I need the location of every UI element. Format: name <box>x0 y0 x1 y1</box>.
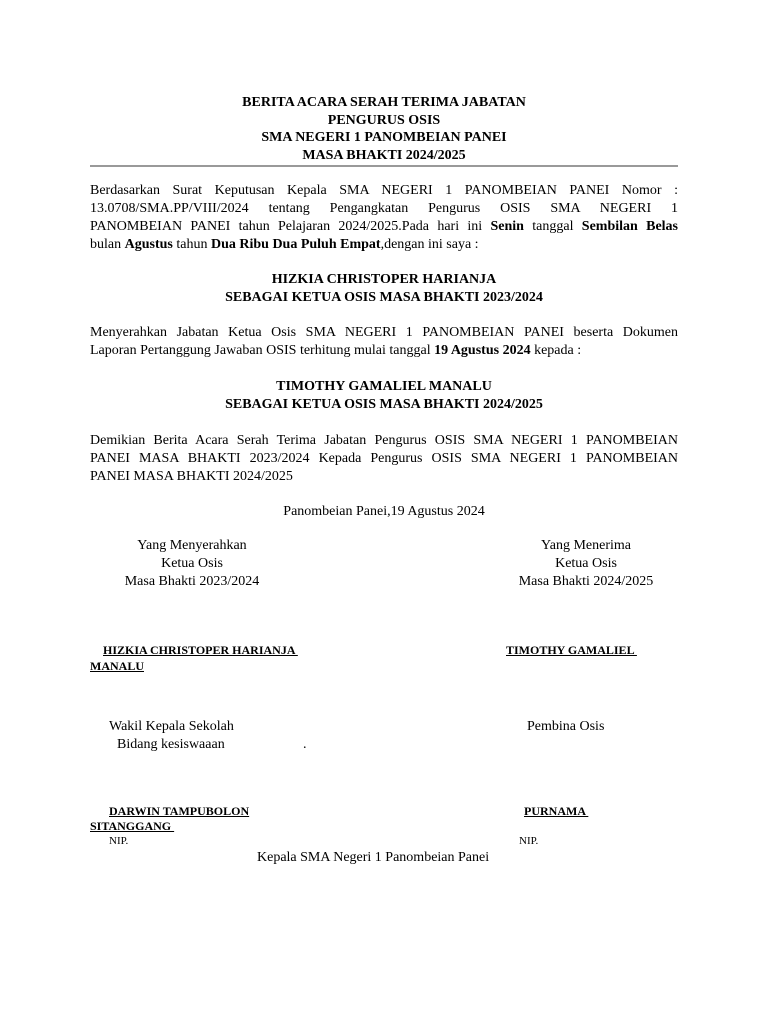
place-date: Panombeian Panei,19 Agustus 2024 <box>283 504 485 519</box>
opening-line3: PANOMBEIAN PANEI tahun Pelajaran 2024/2025.Pada hari ini Senin tanggal Sembilan Belas <box>90 219 678 234</box>
doc-title-line1: BERITA ACARA SERAH TERIMA JABATAN <box>242 95 526 110</box>
receiver-signature-name: TIMOTHY GAMALIEL <box>506 643 637 657</box>
vice-principal-title: Wakil Kepala Sekolah <box>109 719 234 734</box>
giver-title1: Yang Menyerahkan <box>137 538 247 553</box>
stray-dot: . <box>303 737 307 752</box>
handover-line1: Menyerahkan Jabatan Ketua Osis SMA NEGERI 1 PANOMBEIAN PANEI beserta Dokumen <box>90 325 678 340</box>
closing-line1: Demikian Berita Acara Serah Terima Jabatan Pengurus OSIS SMA NEGERI 1 PANOMBEIAN <box>90 433 678 448</box>
closing-paragraph <box>90 432 678 486</box>
advisor-title: Pembina Osis <box>527 719 605 734</box>
receiver-title3: Masa Bhakti 2024/2025 <box>518 574 654 589</box>
opening-line2: 13.0708/SMA.PP/VIII/2024 tentang Pengangkatan Pengurus OSIS SMA NEGERI 1 <box>90 201 678 216</box>
doc-title-line2: PENGURUS OSIS <box>327 113 441 128</box>
receiver-signature-name-wrap: MANALU <box>90 659 144 673</box>
doc-title-line3: SMA NEGERI 1 PANOMBEIAN PANEI <box>261 130 507 145</box>
receiver-title2: Ketua Osis <box>555 556 617 571</box>
closing-line2: PANEI MASA BHAKTI 2023/2024 Kepada Pengurus OSIS SMA NEGERI 1 PANOMBEIAN <box>90 451 678 466</box>
incoming-chair-role: SEBAGAI KETUA OSIS MASA BHAKTI 2024/2025 <box>225 397 543 412</box>
advisor-nip: NIP. <box>519 835 539 847</box>
opening-line4: bulan Agustus tahun Dua Ribu Dua Puluh Empat,dengan ini saya : <box>90 237 479 252</box>
vice-principal-name-wrap: SITANGGANG <box>90 819 175 833</box>
advisor-name: PURNAMA <box>524 804 589 818</box>
vice-principal-name: DARWIN TAMPUBOLON <box>109 804 250 818</box>
incoming-chair-name: TIMOTHY GAMALIEL MANALU <box>276 379 492 394</box>
receiver-title-block <box>486 537 686 591</box>
principal-title: Kepala SMA Negeri 1 Panombeian Panei <box>257 850 490 865</box>
outgoing-chair-role: SEBAGAI KETUA OSIS MASA BHAKTI 2023/2024 <box>225 290 543 305</box>
giver-title2: Ketua Osis <box>161 556 223 571</box>
opening-line1: Berdasarkan Surat Keputusan Kepala SMA NEGERI 1 PANOMBEIAN PANEI Nomor : <box>90 183 678 198</box>
outgoing-chair-name: HIZKIA CHRISTOPER HARIANJA <box>271 272 497 287</box>
student-affairs-title: Bidang kesiswaaan <box>117 737 225 752</box>
header-divider <box>90 165 678 167</box>
giver-title-block <box>92 537 292 591</box>
handover-paragraph <box>90 324 678 360</box>
opening-paragraph <box>90 182 678 254</box>
receiver-title1: Yang Menerima <box>541 538 631 553</box>
handover-line2: Laporan Pertanggung Jawaban OSIS terhitung mulai tanggal 19 Agustus 2024 kepada : <box>90 343 582 358</box>
giver-signature-name: HIZKIA CHRISTOPER HARIANJA <box>103 643 298 657</box>
giver-title3: Masa Bhakti 2023/2024 <box>124 574 260 589</box>
doc-title-line4: MASA BHAKTI 2024/2025 <box>302 148 466 163</box>
vice-principal-nip: NIP. <box>109 835 129 847</box>
closing-line3: PANEI MASA BHAKTI 2024/2025 <box>90 469 293 484</box>
